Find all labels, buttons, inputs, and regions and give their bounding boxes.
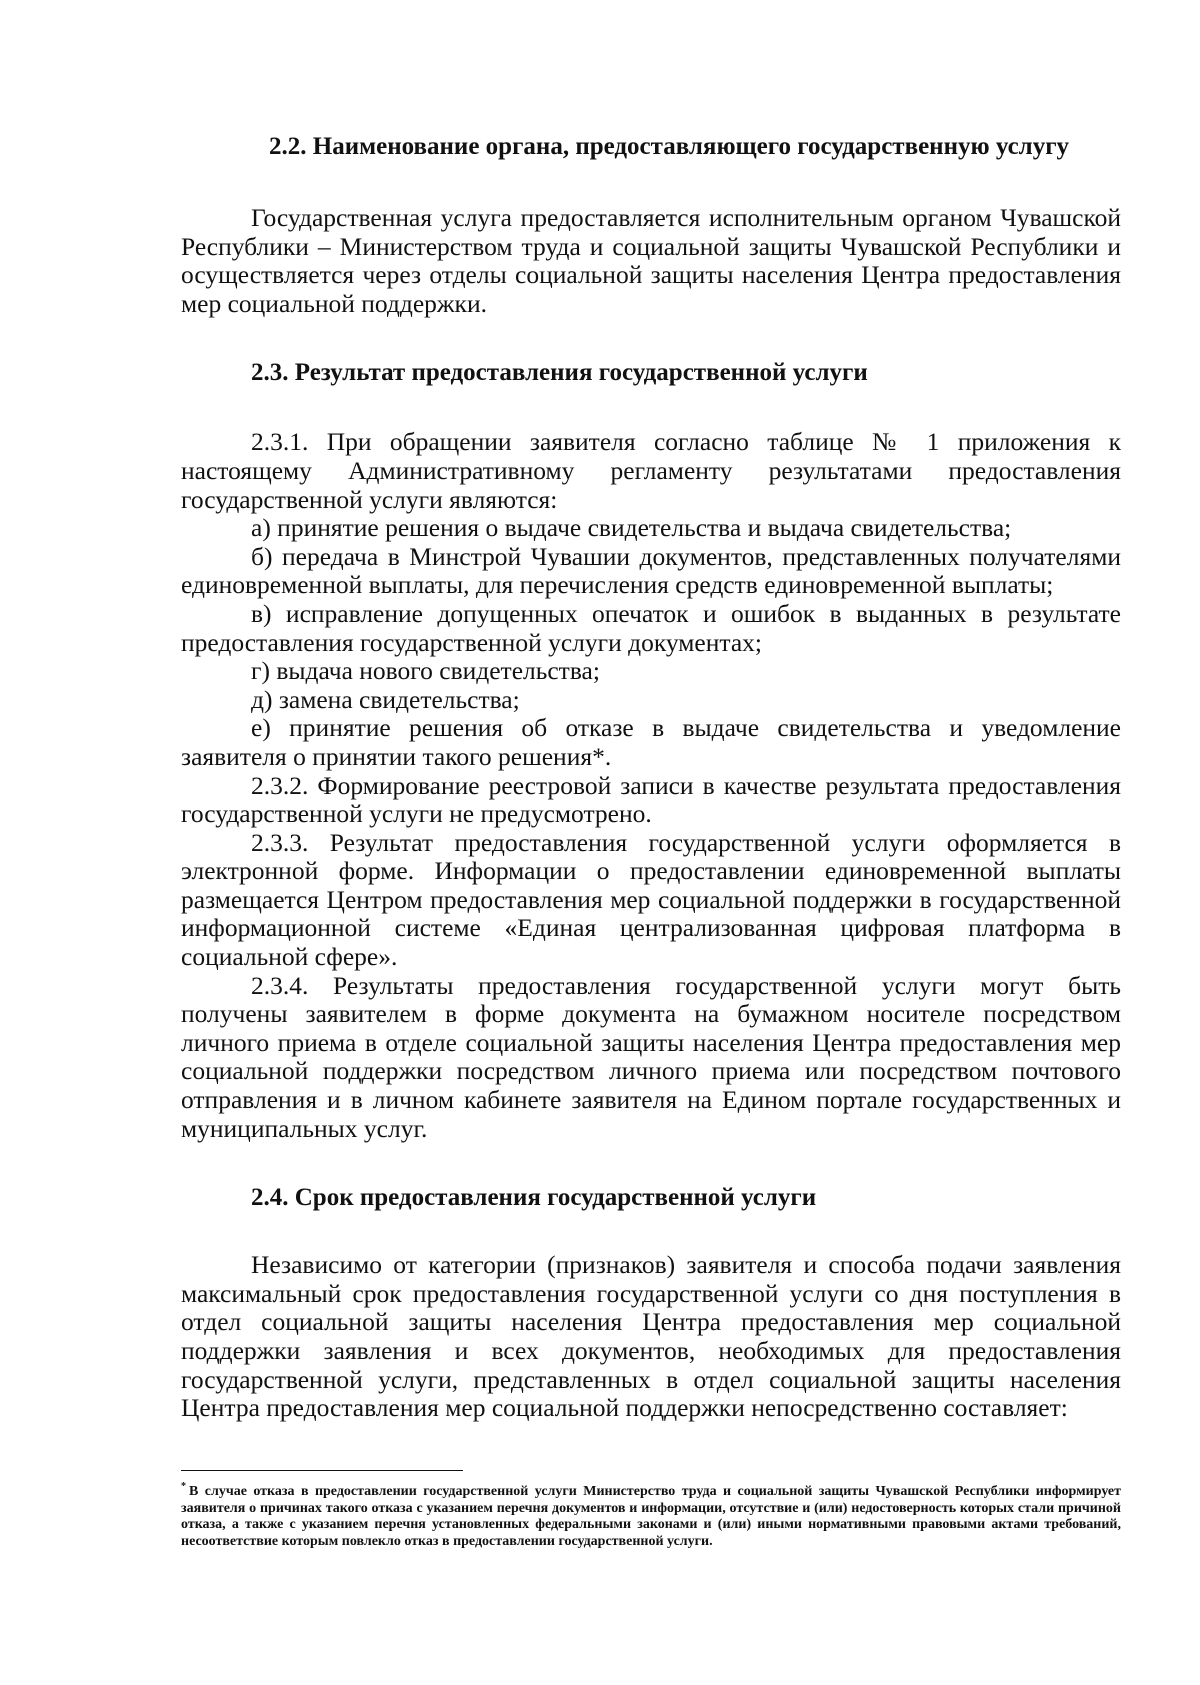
footnote-text: В случае отказа в предоставлении государственной услуги Министерство труда и социальной защиты Чувашской Республики информирует заявителя о причинах такого отказа с указанием перечня документов и информации, отсутствие и (или) недостоверность которых стали причиной отказа, а также с указанием перечня установленных федеральными законами и (или) иными нормативными правовыми актами требований, несоответствие которым повлекло отказ в предоставлении государственной услуги. — [181, 1484, 1121, 1549]
document-body — [181, 132, 1121, 1423]
paragraph: 2.3.2. Формирование реестровой записи в качестве результата предоставления государственной услуги не предусмотрено. — [181, 770, 1121, 829]
footnote — [181, 1481, 1121, 1550]
list-item: д) замена свидетельства; — [251, 684, 520, 714]
list-item: е) принятие решения об отказе в выдаче свидетельства и уведомление заявителя о принятии такого решения*. — [181, 713, 1121, 771]
paragraph: Независимо от категории (признаков) заявителя и способа подачи заявления максимальный срок предоставления государственной услуги со дня поступления в отдел социальной защиты населения Центра предоставления мер социальной поддержки заявления и всех документов, необходимых для предоставления государственной услуги, представленных в отдел социальной защиты населения Центра предоставления мер социальной поддержки непосредственно составляет: — [181, 1250, 1121, 1423]
paragraph: Государственная услуга предоставляется исполнительным органом Чувашской Республики – Министерством труда и социальной защиты Чувашской Республики и осуществляется через отделы социальной защиты населения Центра предоставления мер социальной поддержки. — [181, 203, 1121, 318]
section-heading: 2.4. Срок предоставления государственной услуги — [251, 1184, 817, 1212]
section-2-2 — [181, 132, 1121, 318]
list-item: а) принятие решения о выдаче свидетельства и выдача свидетельства; — [251, 513, 1012, 543]
section-heading: 2.3. Результат предоставления государственной услуги — [251, 359, 868, 387]
footnote-divider — [181, 1470, 463, 1471]
list-item: в) исправление допущенных опечаток и ошибок в выданных в результате предоставления государственной услуги документах; — [181, 598, 1121, 657]
paragraph: 2.3.1. При обращении заявителя согласно таблице № 1 приложения к настоящему Административному регламенту результатами предоставления государственной услуги являются: — [181, 427, 1121, 514]
paragraph: 2.3.4. Результаты предоставления государственной услуги могут быть получены заявителем в форме документа на бумажном носителе посредством личного приема в отделе социальной защиты населения Центра предоставления мер социальной поддержки посредством личного приема или посредством почтового отправления и в личном кабинете заявителя на Едином портале государственных и муниципальных услуг. — [181, 970, 1121, 1143]
section-2-3 — [181, 358, 1121, 1143]
footnote-mark: * — [181, 1481, 186, 1493]
list-item: г) выдача нового свидетельства; — [251, 656, 600, 686]
paragraph: 2.3.3. Результат предоставления государственной услуги оформляется в электронной форме. Информации о предоставлении единовременной выплаты размещается Центром предоставления мер социальной поддержки в государственной информационной системе «Единая централизованная цифровая платформа в социальной сфере». — [181, 827, 1121, 972]
section-heading: 2.2. Наименование органа, предоставляющего государственную услугу — [269, 133, 1070, 160]
section-2-4 — [181, 1183, 1121, 1423]
list-item: б) передача в Минстрой Чувашии документов, представленных получателями единовременной выплаты, для перечисления средств единовременной выплаты; — [181, 541, 1121, 600]
